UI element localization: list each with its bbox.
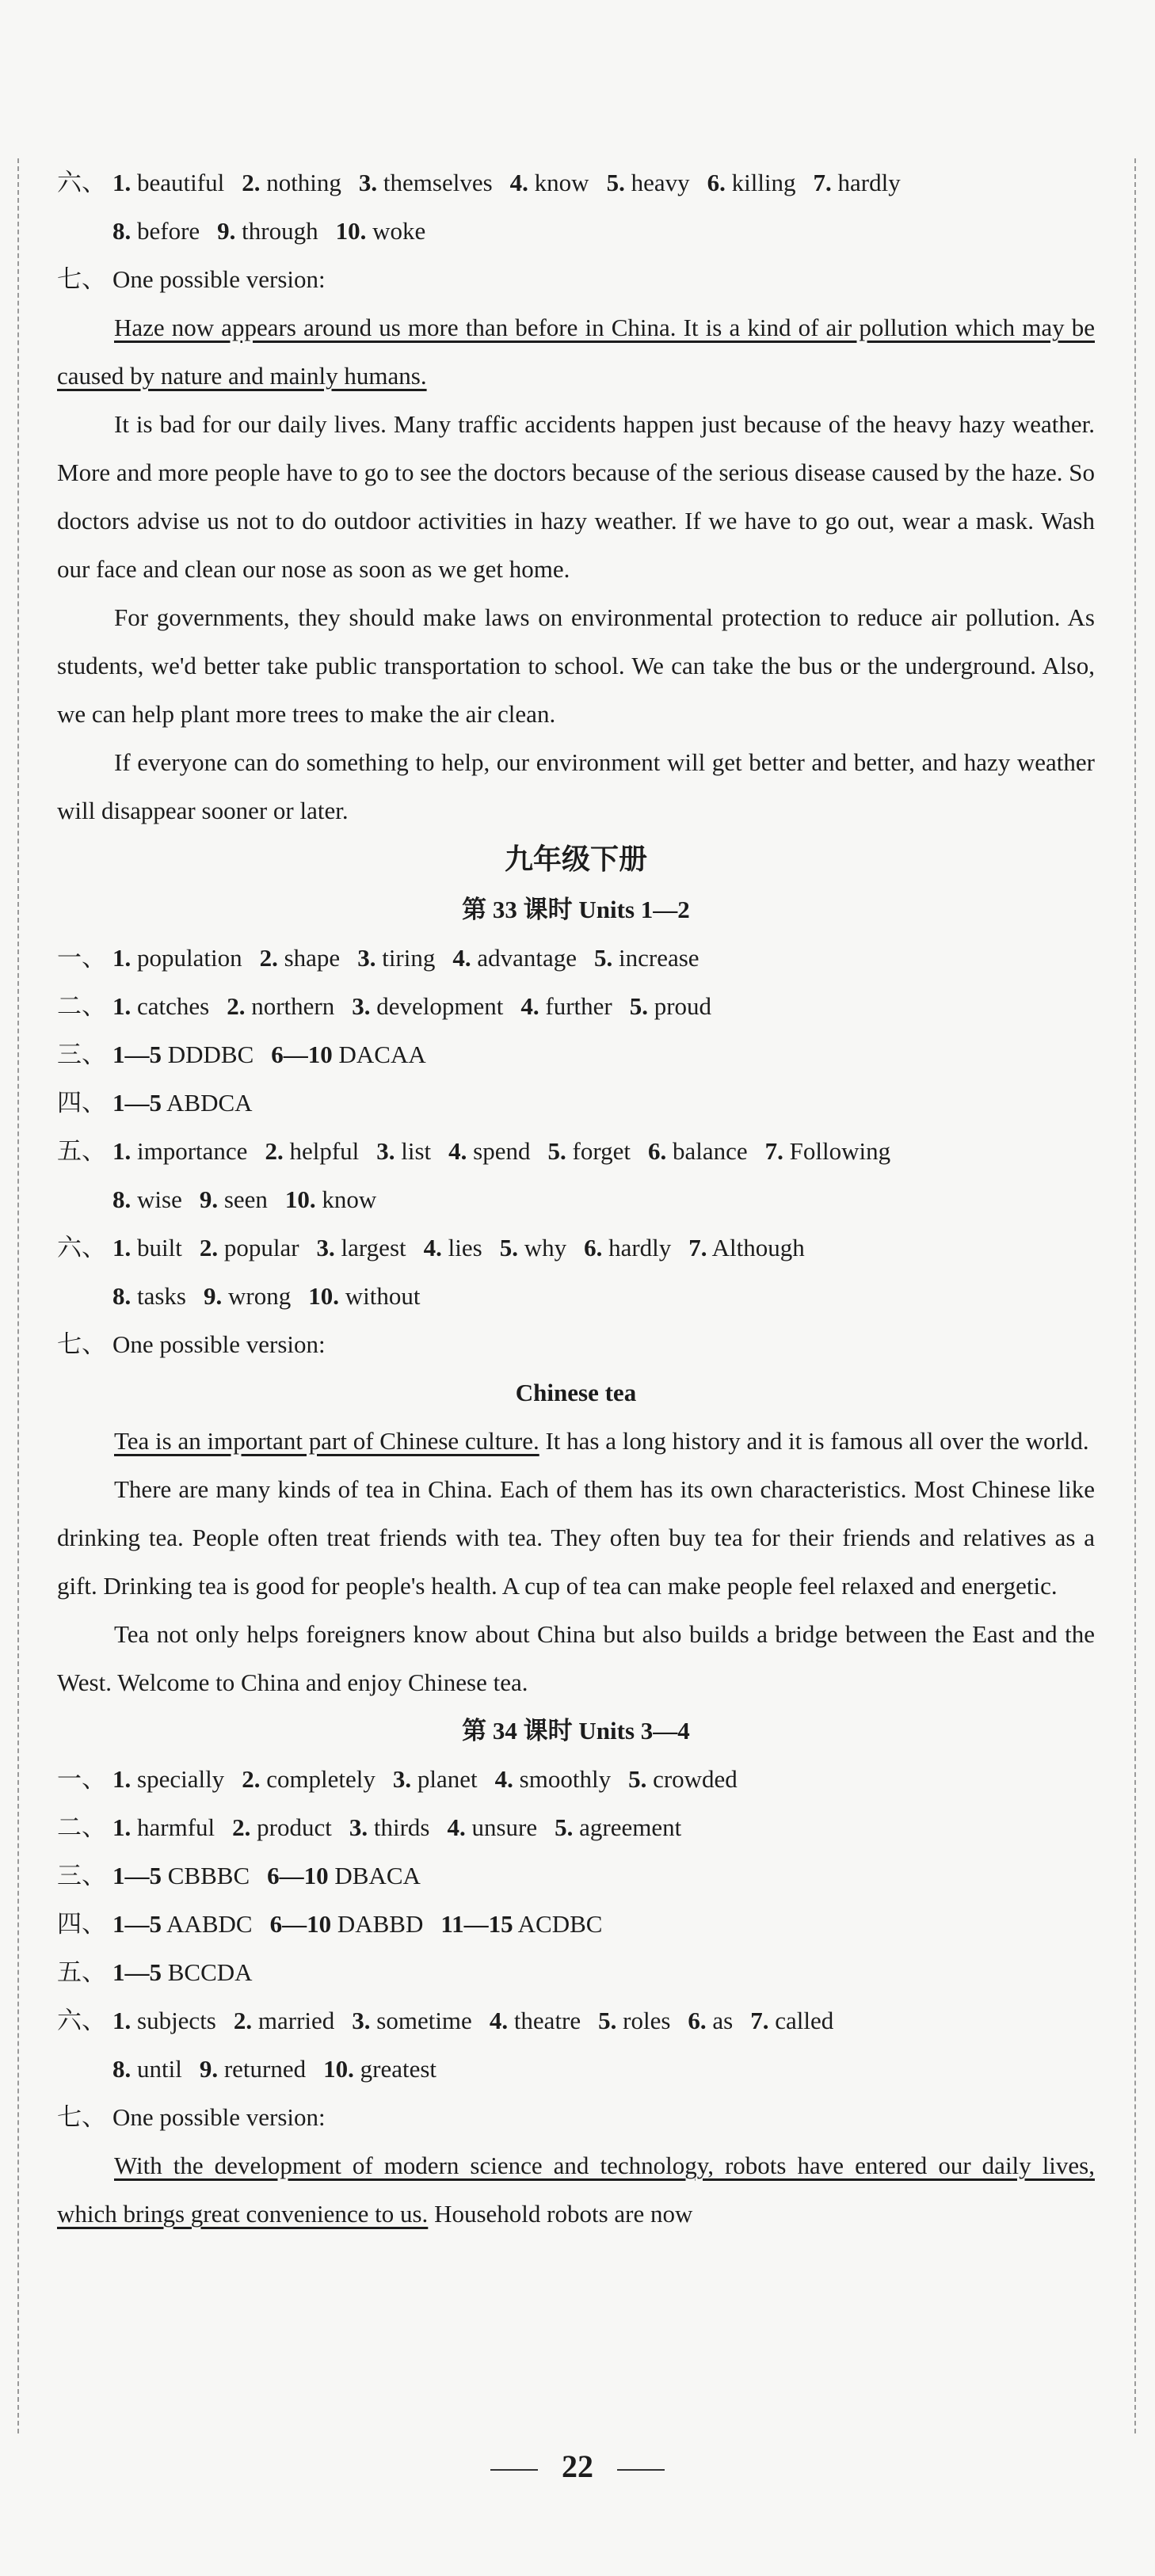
- answer-item: [200, 1234, 299, 1261]
- answer-item: [308, 1282, 420, 1310]
- answer-word: hardly: [608, 1234, 672, 1261]
- answer-number: 7.: [688, 1234, 707, 1261]
- answer-item: [112, 1282, 186, 1310]
- answer-line: [57, 1755, 1095, 1803]
- answer-line: [57, 1272, 1095, 1320]
- answer-word: agreement: [579, 1813, 682, 1841]
- answer-word: nothing: [266, 169, 341, 196]
- answer-number: 6.: [707, 169, 726, 196]
- answer-number: 1—5: [112, 1041, 162, 1068]
- answer-number: 1.: [112, 1234, 132, 1261]
- answer-item: [260, 944, 341, 972]
- answer-number: 2.: [232, 1813, 251, 1841]
- answer-item: [598, 2007, 670, 2034]
- answer-word: helpful: [289, 1137, 360, 1165]
- answer-word: DACAA: [338, 1041, 426, 1068]
- answer-word: product: [257, 1813, 332, 1841]
- answer-number: 1.: [112, 1137, 132, 1165]
- answer-number: 2.: [242, 1765, 261, 1793]
- essay-intro: One possible version:: [112, 2103, 326, 2131]
- answer-word: smoothly: [519, 1765, 612, 1793]
- answer-word: catches: [137, 992, 210, 1020]
- answer-number: 10.: [284, 1185, 316, 1213]
- essay-paragraph: [57, 400, 1095, 593]
- answer-word: spend: [473, 1137, 531, 1165]
- footer-rule: [617, 2469, 665, 2471]
- answer-number: 3.: [349, 1813, 368, 1841]
- answer-item: [270, 1910, 424, 1938]
- underlined-sentence: With the development of modern science and technology, robots have entered our daily lives, which brings great convenience to us.: [57, 2152, 1095, 2228]
- page-content: [57, 158, 1095, 2238]
- essay-paragraph: [57, 1465, 1095, 1610]
- answer-item: [688, 1234, 804, 1261]
- underlined-sentence: Tea is an important part of Chinese culture.: [114, 1427, 539, 1455]
- answer-number: 4.: [448, 1137, 467, 1165]
- answer-word: CBBBC: [167, 1862, 250, 1889]
- section-label: 三、: [57, 1862, 106, 1889]
- answer-word: Following: [789, 1137, 891, 1165]
- section-label: 一、: [57, 1765, 106, 1793]
- answer-item: [555, 1813, 681, 1841]
- answer-word: woke: [372, 217, 426, 245]
- answer-number: 3.: [358, 169, 378, 196]
- answer-number: 1—5: [112, 1910, 162, 1938]
- essay-paragraph: [57, 303, 1095, 400]
- answer-item: [112, 1185, 182, 1213]
- answer-number: 8.: [112, 217, 132, 245]
- answer-item: [510, 169, 589, 196]
- answer-word: as: [712, 2007, 734, 2034]
- answer-item: [242, 1765, 375, 1793]
- section-label: 二、: [57, 992, 106, 1020]
- answer-line: [57, 255, 1095, 303]
- answer-item: [232, 1813, 332, 1841]
- page-number: 22: [562, 2449, 593, 2484]
- answer-item: [112, 1862, 250, 1889]
- answer-word: development: [376, 992, 504, 1020]
- answer-word: further: [545, 992, 612, 1020]
- section-label: 六、: [57, 169, 106, 196]
- answer-word: themselves: [383, 169, 493, 196]
- answer-number: 6—10: [271, 1041, 333, 1068]
- answer-item: [352, 2007, 472, 2034]
- left-dashed-margin: [17, 158, 19, 2433]
- answer-word: AABDC: [166, 1910, 253, 1938]
- answer-number: 1—5: [112, 1862, 162, 1889]
- answer-word: BCCDA: [167, 1958, 253, 1986]
- answer-number: 5.: [606, 169, 625, 196]
- answer-number: 3.: [392, 1765, 412, 1793]
- paragraph-text: Tea not only helps foreigners know about China but also builds a bridge between the East and the West. Welcome to China and enjoy Chinese tea.: [57, 1620, 1095, 1696]
- answer-line: [57, 1175, 1095, 1223]
- answer-item: [112, 2055, 182, 2083]
- answer-word: before: [137, 217, 200, 245]
- right-dashed-margin: [1134, 158, 1136, 2433]
- answer-item: [112, 992, 209, 1020]
- answer-number: 6.: [647, 1137, 667, 1165]
- answer-word: advantage: [477, 944, 578, 972]
- section-label: 七、: [57, 1330, 106, 1358]
- answer-number: 5.: [594, 944, 613, 972]
- answer-item: [217, 217, 318, 245]
- answer-item: [628, 1765, 738, 1793]
- answer-item: [112, 1765, 224, 1793]
- section-label: 五、: [57, 1958, 106, 1986]
- answer-number: 4.: [447, 1813, 466, 1841]
- answer-item: [285, 1185, 376, 1213]
- answer-word: population: [137, 944, 242, 972]
- answer-number: 3.: [316, 1234, 335, 1261]
- answer-number: 2.: [259, 944, 278, 972]
- answer-number: 5.: [547, 1137, 566, 1165]
- answer-line: [57, 1948, 1095, 1996]
- answer-number: 5.: [629, 992, 648, 1020]
- essay-intro: One possible version:: [112, 265, 326, 293]
- answer-number: 2.: [227, 992, 246, 1020]
- answer-number: 3.: [352, 2007, 371, 2034]
- answer-word: theatre: [513, 2007, 581, 2034]
- essay-robots: [57, 2141, 1095, 2238]
- answer-number: 8.: [112, 2055, 132, 2083]
- answer-item: [424, 1234, 482, 1261]
- answer-item: [765, 1137, 890, 1165]
- answer-word: ACDBC: [517, 1910, 603, 1938]
- answer-item: [359, 169, 493, 196]
- answer-line: [57, 1223, 1095, 1272]
- answer-word: importance: [137, 1137, 248, 1165]
- essay-paragraph: [57, 1417, 1095, 1465]
- answer-item: [112, 1958, 253, 1986]
- answer-item: [448, 1137, 530, 1165]
- answer-number: 4.: [520, 992, 539, 1020]
- answer-item: [495, 1765, 611, 1793]
- answer-item: [452, 944, 577, 972]
- footer-rule: [490, 2469, 538, 2471]
- answer-item: [630, 992, 711, 1020]
- answer-word: greatest: [360, 2055, 437, 2083]
- essay-haze: [57, 303, 1095, 835]
- paragraph-text: If everyone can do something to help, our environment will get better and better, and hazy weather will disappear sooner or later.: [57, 748, 1095, 824]
- essay-paragraph: [57, 2141, 1095, 2238]
- answer-line: [57, 1127, 1095, 1175]
- answer-item: [814, 169, 901, 196]
- answer-word: killing: [731, 169, 796, 196]
- answer-word: proud: [654, 992, 712, 1020]
- answer-number: 7.: [750, 2007, 769, 2034]
- answer-word: why: [524, 1234, 567, 1261]
- answer-number: 3.: [357, 944, 376, 972]
- answer-item: [112, 1137, 247, 1165]
- answer-word: wise: [137, 1185, 182, 1213]
- section-label: 六、: [57, 1234, 106, 1261]
- answer-number: 1—5: [112, 1958, 162, 1986]
- section-label: 二、: [57, 1813, 106, 1841]
- answer-word: without: [345, 1282, 421, 1310]
- answer-item: [648, 1137, 748, 1165]
- answer-number: 1.: [112, 944, 132, 972]
- answer-number: 6—10: [267, 1862, 329, 1889]
- essay-intro: One possible version:: [112, 1330, 326, 1358]
- answer-number: 5.: [499, 1234, 518, 1261]
- answer-item: [352, 992, 503, 1020]
- answer-line: [57, 982, 1095, 1030]
- essay-paragraph: [57, 593, 1095, 738]
- answer-word: unsure: [471, 1813, 538, 1841]
- answer-item: [440, 1910, 602, 1938]
- answer-number: 10.: [323, 2055, 354, 2083]
- answer-word: ABDCA: [166, 1089, 253, 1117]
- answer-item: [112, 1041, 253, 1068]
- answer-word: largest: [341, 1234, 406, 1261]
- answer-item: [271, 1041, 425, 1068]
- answer-number: 4.: [494, 1765, 513, 1793]
- answer-item: [490, 2007, 581, 2034]
- answer-word: wrong: [228, 1282, 292, 1310]
- answer-line: [57, 2093, 1095, 2141]
- answer-item: [520, 992, 612, 1020]
- answer-word: list: [401, 1137, 432, 1165]
- answer-number: 5.: [628, 1765, 647, 1793]
- answer-number: 6.: [584, 1234, 603, 1261]
- answer-number: 9.: [199, 1185, 219, 1213]
- answer-item: [336, 217, 426, 245]
- answer-number: 6—10: [269, 1910, 332, 1938]
- answer-number: 5.: [555, 1813, 574, 1841]
- answer-number: 1—5: [112, 1089, 162, 1117]
- answer-item: [688, 2007, 733, 2034]
- answer-word: DDDBC: [167, 1041, 254, 1068]
- answer-word: northern: [251, 992, 335, 1020]
- answer-line: [57, 207, 1095, 255]
- answer-line: [57, 1030, 1095, 1079]
- answer-word: balance: [672, 1137, 748, 1165]
- answer-number: 3.: [376, 1137, 395, 1165]
- answer-item: [112, 1813, 215, 1841]
- answer-item: [112, 944, 242, 972]
- lesson-33-title: 第 33 课时 Units 1—2: [462, 896, 690, 923]
- answer-word: know: [322, 1185, 377, 1213]
- answer-item: [200, 2055, 306, 2083]
- answer-item: [594, 944, 699, 972]
- answer-word: married: [257, 2007, 335, 2034]
- answer-number: 1.: [112, 1813, 132, 1841]
- answer-number: 2.: [233, 2007, 253, 2034]
- answer-line: [57, 2045, 1095, 2093]
- answer-word: thirds: [373, 1813, 430, 1841]
- answer-number: 4.: [509, 169, 528, 196]
- answer-word: called: [775, 2007, 834, 2034]
- answer-line: [57, 1900, 1095, 1948]
- answer-word: heavy: [631, 169, 690, 196]
- answer-line: [57, 158, 1095, 207]
- answer-word: completely: [266, 1765, 375, 1793]
- answer-line: [57, 1803, 1095, 1851]
- answer-item: [447, 1813, 537, 1841]
- answer-line: [57, 934, 1095, 982]
- answer-number: 4.: [452, 944, 471, 972]
- answer-number: 10.: [308, 1282, 339, 1310]
- lesson-34-title: 第 34 课时 Units 3—4: [462, 1717, 690, 1745]
- paragraph-text: It is bad for our daily lives. Many traffic accidents happen just because of the heavy hazy weather. More and more people have to go to see the doctors because of the serious disease caused by the haze. So doctors advise us not to do outdoor activities in hazy weather. If we have to go out, wear a mask. Wash our face and clean our nose as soon as we get home.: [57, 410, 1095, 583]
- section-label: 三、: [57, 1041, 106, 1068]
- answer-item: [200, 1185, 268, 1213]
- answer-word: subjects: [137, 2007, 216, 2034]
- answer-word: shape: [284, 944, 341, 972]
- answer-word: until: [137, 2055, 182, 2083]
- answer-number: 2.: [265, 1137, 284, 1165]
- answer-item: [265, 1137, 359, 1165]
- answer-item: [393, 1765, 478, 1793]
- answer-word: hardly: [837, 169, 901, 196]
- answer-word: lies: [448, 1234, 482, 1261]
- section-label: 六、: [57, 2007, 106, 2034]
- answer-item: [750, 2007, 833, 2034]
- answer-number: 2.: [199, 1234, 219, 1261]
- paragraph-text: Household robots are now: [428, 2200, 693, 2228]
- paragraph-text: It has a long history and it is famous all over the world.: [539, 1427, 1089, 1455]
- answer-item: [112, 217, 200, 245]
- answer-number: 11—15: [440, 1910, 513, 1938]
- essay-paragraph: [57, 738, 1095, 835]
- answer-word: DABBD: [337, 1910, 424, 1938]
- answer-number: 9.: [199, 2055, 219, 2083]
- answer-word: through: [242, 217, 318, 245]
- answer-line: [57, 1996, 1095, 2045]
- answer-number: 1.: [112, 1765, 132, 1793]
- answer-item: [707, 169, 796, 196]
- section-label: 五、: [57, 1137, 106, 1165]
- answer-word: beautiful: [137, 169, 225, 196]
- answer-word: roles: [623, 2007, 671, 2034]
- answer-word: DBACA: [334, 1862, 421, 1889]
- answer-item: [112, 169, 224, 196]
- essay-title: Chinese tea: [515, 1379, 637, 1406]
- answer-word: planet: [417, 1765, 478, 1793]
- answer-word: specially: [137, 1765, 225, 1793]
- answer-word: forget: [572, 1137, 631, 1165]
- answer-word: built: [137, 1234, 182, 1261]
- answer-number: 2.: [242, 169, 261, 196]
- paragraph-text: For governments, they should make laws on environmental protection to reduce air pollution. As students, we'd better take public transportation to school. We can take the bus or the underground. Also, we can help plant more trees to make the air clean.: [57, 603, 1095, 728]
- answer-item: [323, 2055, 436, 2083]
- answer-item: [376, 1137, 431, 1165]
- answer-word: popular: [223, 1234, 299, 1261]
- answer-word: crowded: [653, 1765, 738, 1793]
- answer-number: 9.: [204, 1282, 223, 1310]
- answer-item: [500, 1234, 566, 1261]
- answer-line: [57, 1320, 1095, 1368]
- answer-item: [357, 944, 435, 972]
- answer-word: tasks: [137, 1282, 186, 1310]
- answer-word: tiring: [382, 944, 436, 972]
- section-label: 四、: [57, 1089, 106, 1117]
- answer-number: 1.: [112, 2007, 132, 2034]
- answer-item: [112, 1910, 253, 1938]
- answer-item: [267, 1862, 421, 1889]
- answer-word: harmful: [137, 1813, 215, 1841]
- answer-number: 10.: [335, 217, 367, 245]
- answer-word: seen: [223, 1185, 268, 1213]
- answer-word: Although: [711, 1234, 805, 1261]
- section-label: 一、: [57, 944, 106, 972]
- answer-number: 4.: [423, 1234, 442, 1261]
- section-label: 七、: [57, 265, 106, 293]
- answer-item: [204, 1282, 291, 1310]
- answer-number: 1.: [112, 992, 132, 1020]
- answer-item: [112, 2007, 216, 2034]
- answer-number: 8.: [112, 1185, 132, 1213]
- answer-number: 7.: [764, 1137, 783, 1165]
- answer-number: 6.: [688, 2007, 707, 2034]
- answer-number: 5.: [598, 2007, 617, 2034]
- answer-item: [548, 1137, 631, 1165]
- answer-item: [234, 2007, 334, 2034]
- page-footer: [0, 2443, 1155, 2490]
- answer-word: returned: [223, 2055, 307, 2083]
- book-heading: 九年级下册: [504, 843, 647, 876]
- answer-number: 4.: [489, 2007, 509, 2034]
- answer-item: [349, 1813, 430, 1841]
- essay-chinese-tea: [57, 1417, 1095, 1707]
- section-label: 四、: [57, 1910, 106, 1938]
- underlined-sentence: Haze now appears around us more than before in China. It is a kind of air pollution which may be caused by nature and mainly humans.: [57, 314, 1095, 390]
- essay-paragraph: [57, 1610, 1095, 1707]
- answer-number: 9.: [217, 217, 236, 245]
- answer-item: [317, 1234, 406, 1261]
- answer-line: [57, 1851, 1095, 1900]
- paragraph-text: There are many kinds of tea in China. Each of them has its own characteristics. Most Chinese like drinking tea. People often treat friends with tea. They often buy tea for their friends and relatives as a gift. Drinking tea is good for people's health. A cup of tea can make people feel relaxed and energetic.: [57, 1475, 1095, 1600]
- answer-item: [584, 1234, 671, 1261]
- answer-word: sometime: [376, 2007, 472, 2034]
- answer-item: [227, 992, 334, 1020]
- answer-word: increase: [619, 944, 699, 972]
- answer-item: [242, 169, 341, 196]
- answer-number: 7.: [813, 169, 832, 196]
- answer-line: [57, 1079, 1095, 1127]
- answer-item: [607, 169, 690, 196]
- answer-number: 1.: [112, 169, 132, 196]
- answer-number: 8.: [112, 1282, 132, 1310]
- section-label: 七、: [57, 2103, 106, 2131]
- answer-number: 3.: [352, 992, 371, 1020]
- answer-item: [112, 1234, 182, 1261]
- answer-item: [112, 1089, 253, 1117]
- answer-word: know: [534, 169, 589, 196]
